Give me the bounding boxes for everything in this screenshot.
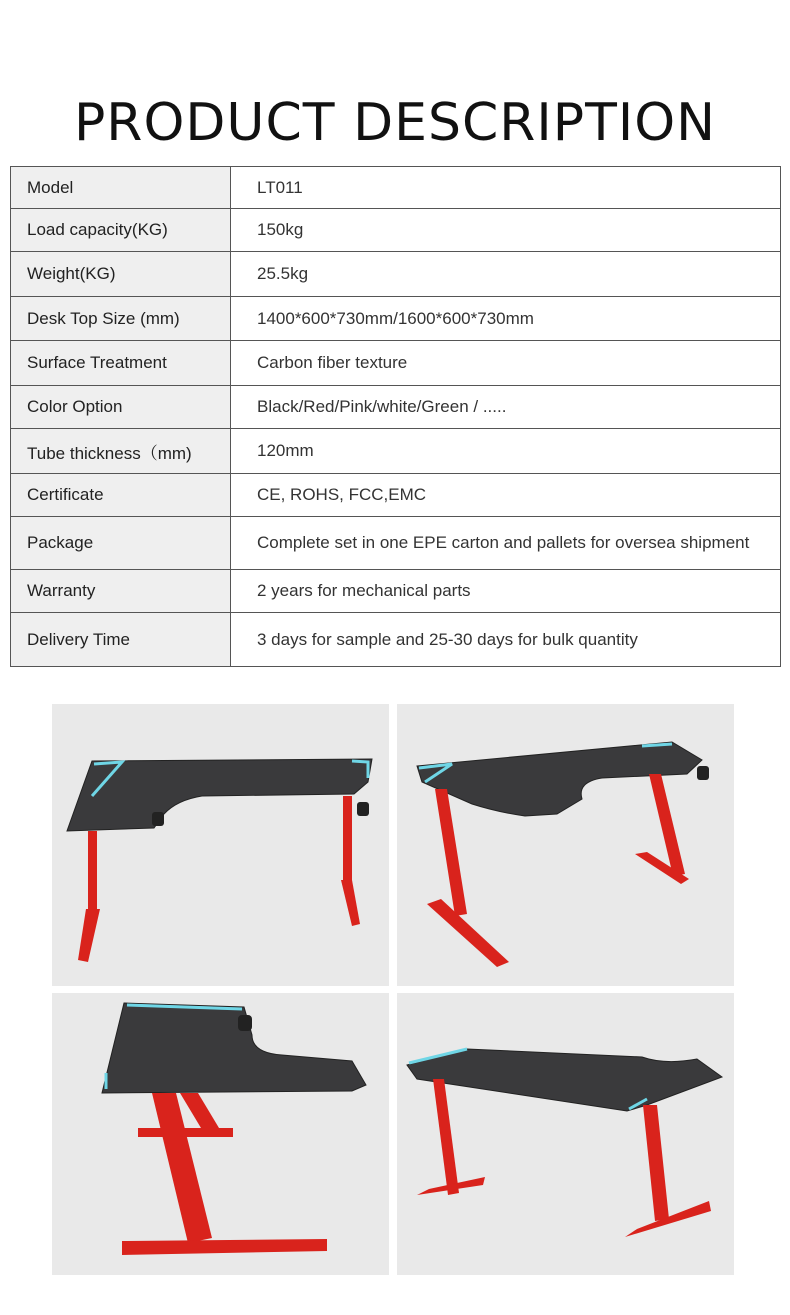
gaming-desk-illustration — [397, 704, 734, 986]
product-photo-front — [52, 704, 389, 986]
table-row — [11, 517, 781, 570]
table-row — [11, 613, 781, 667]
product-photo-angled — [397, 704, 734, 986]
spec-value: LT011 — [231, 167, 781, 209]
spec-label: Package — [11, 517, 231, 570]
spec-value: 1400*600*730mm/1600*600*730mm — [231, 297, 781, 341]
spec-value: 3 days for sample and 25-30 days for bulk quantity — [231, 613, 781, 667]
spec-value: 2 years for mechanical parts — [231, 570, 781, 613]
spec-label: Weight(KG) — [11, 252, 231, 297]
gaming-desk-illustration — [52, 993, 389, 1275]
product-photo-side — [52, 993, 389, 1275]
product-photo-rear — [397, 993, 734, 1275]
spec-table — [10, 166, 781, 667]
spec-label: Delivery Time — [11, 613, 231, 667]
table-row — [11, 167, 781, 209]
spec-value: 120mm — [231, 429, 781, 474]
table-row — [11, 570, 781, 613]
spec-value: Black/Red/Pink/white/Green / ..... — [231, 386, 781, 429]
table-row — [11, 474, 781, 517]
gaming-desk-illustration — [52, 704, 389, 986]
spec-label: Warranty — [11, 570, 231, 613]
spec-label: Model — [11, 167, 231, 209]
spec-value: CE, ROHS, FCC,EMC — [231, 474, 781, 517]
table-row — [11, 252, 781, 297]
spec-label: Load capacity(KG) — [11, 209, 231, 252]
spec-value: Complete set in one EPE carton and pallets for oversea shipment — [231, 517, 781, 570]
spec-value: 25.5kg — [231, 252, 781, 297]
gaming-desk-illustration — [397, 993, 734, 1275]
table-row — [11, 429, 781, 474]
table-row — [11, 297, 781, 341]
spec-label: Color Option — [11, 386, 231, 429]
page-title: PRODUCT DESCRIPTION — [73, 92, 717, 153]
spec-label: Desk Top Size (mm) — [11, 297, 231, 341]
spec-value: Carbon fiber texture — [231, 341, 781, 386]
spec-label: Certificate — [11, 474, 231, 517]
table-row — [11, 386, 781, 429]
table-row — [11, 209, 781, 252]
table-row — [11, 341, 781, 386]
spec-label: Surface Treatment — [11, 341, 231, 386]
spec-label: Tube thickness（mm) — [11, 429, 231, 474]
spec-value: 150kg — [231, 209, 781, 252]
